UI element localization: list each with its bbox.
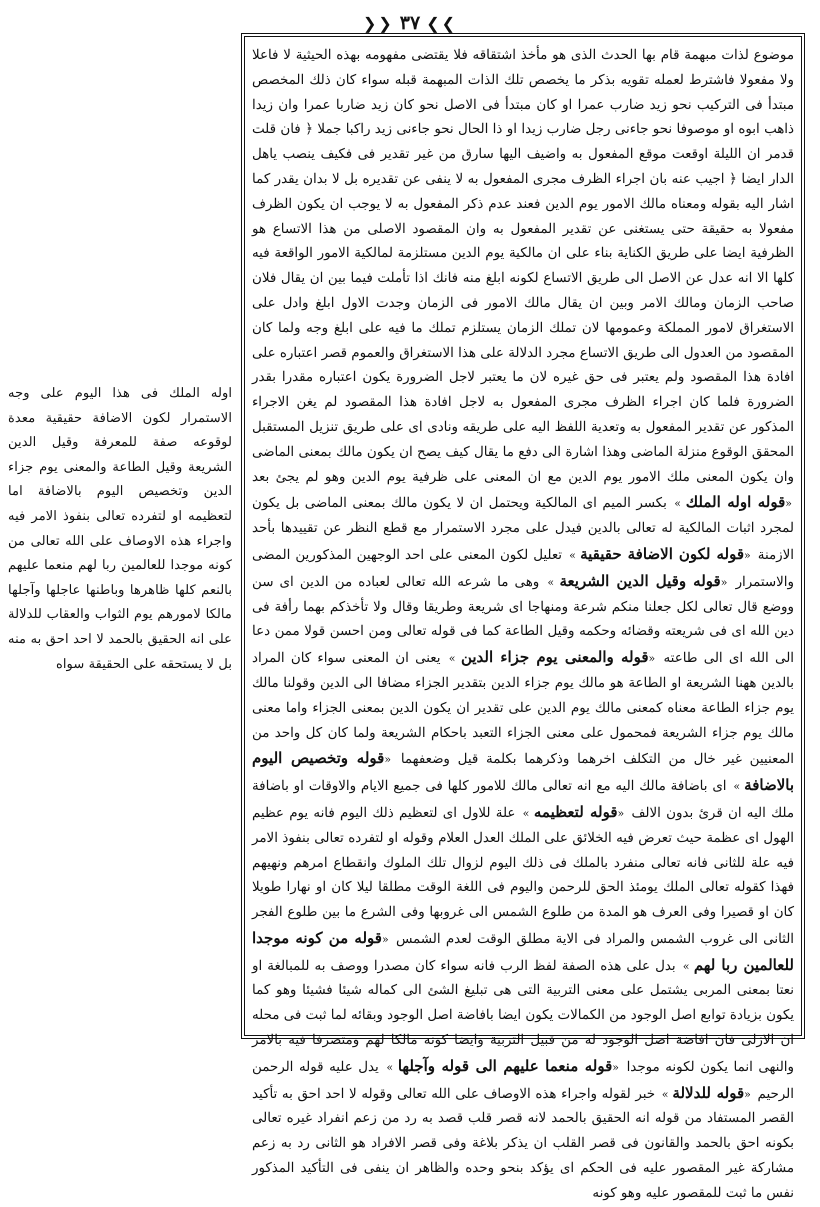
commentary-run: بدل على هذه الصفة لفظ الرب فانه سواء كان مصدرا ووصف به للمبالغة او نعتا بمعنى المربى يشتمل على معنى التربية التى هى تبليغ الشئ الى كماله شيئا فشيئا وهو كما يكون بزيادة توابع اصل الوجود من الكمالات يكون ايضا بافاضة اصل الوجود وبقائه لما ثبت فى محله ان الازلى فان افاضة اصل الوجود له من قبيل التربية وايضا كونه مالكا لهم ومتصرفا فيه بالامر والنهى انما يكون لكونه موجدا <box>252 958 794 1075</box>
page-header <box>0 8 820 38</box>
lemma-marker: « قوله منعما عليهم الى قوله وآجلها » <box>384 1057 621 1075</box>
commentary-run: يدل عليه قوله الرحمن الرحيم <box>252 1059 794 1102</box>
lemma-marker: « قوله وتخصيص اليوم بالاضافة » <box>252 749 794 794</box>
commentary-run: خبر لقوله واجراء هذه الاوصاف على الله تعالى وقوله لا احد احق به تأكيد القصر المستفاد من قوله انه الحقيق بالحمد لانه قصر قلب قصد به رد من زعم انفراد غيره تعالى بكونه احق بالحمد والقانون فى قصر القلب ان يذكر بلاغة وفى قصر الافراد هو الثانى رد به زعم مشاركة غير المقصور عليه فى الحكم اى يؤكد بنحو وحده والظاهر ان ينفى فى التأكيد المذكور نفس ما ثبت للمقصور عليه وهو كونه <box>252 1086 794 1201</box>
commentary-run: بكسر الميم اى المالكية ويحتمل ان لا يكون مالك بمعنى الماضى بل يكون لمجرد اثبات المالكية له تعالى بالدين فيدل على مجرد الاستمرار مع قطع النظر عن تقييدها بأحد الازمنة <box>252 496 794 563</box>
page-number: ٣٧ <box>399 12 421 34</box>
header-ornament-left: ❮❮ <box>362 13 394 33</box>
margin-base-text <box>8 382 232 672</box>
lemma-marker: « قوله من كونه موجدا للعالمين ربا لهم » <box>252 929 794 974</box>
commentary-run: تعليل لكون المعنى على احد الوجهين المذكورين المضى والاستمرار <box>252 547 794 590</box>
lemma-marker: « قوله للدلالة » <box>660 1084 753 1102</box>
main-commentary-text <box>252 44 794 1201</box>
commentary-run: وهى ما شرعه الله تعالى لعباده من الدين اى سن ووضع قال تعالى لكل جعلنا منكم شرعة ومنهاجا اى شريعة وطريقا وقال ولا تأخذكم بهما رأفة فى دين الله اى فى شريعته وقضائه وحكمه وقيل الطاعة كما فى قوله تعالى ومن احسن قولا ممن دعا الى الله اى الى طاعته <box>252 574 794 667</box>
header-ornament-right: ❯❯ <box>426 13 458 33</box>
commentary-run: موضوع لذات مبهمة قام بها الحدث الذى هو مأخذ اشتقاقه فلا يقتضى مفهومه بهذه الحيثية لا فاعلا ولا مفعولا فاشترط لعمله تقويه بذكر ما يخصص تلك الذات المبهمة قبله سواء كان ذلك المخصص مبتدأ فى التركيب نحو زيد ضارب عمرا او كان مبتدأ فى الاصل نحو كان زيد ضاربا عمرا وان زيدا ذاهب ابوه او موصوفا نحو جاءنى رجل ضارب زيدا او ذا الحال نحو جاءنى زيد راكبا جملا ﴿ فان قلت قدمر ان الليلة اوقعت موقع المفعول به واضيف اليها سارق من غير تقدير فى فكيف ينصب ياهل الدار ايضا ﴿ اجيب عنه بان اجراء الظرف مجرى المفعول به لا ينفى عن تقديره بل لا بدان يقدر كما اشار اليه بقوله ومعناه مالك الامور يوم الدين فعند عدم ذكر المفعول به لا يوجب ان يكون الظرف مفعولا به حقيقة حتى يستغنى عن تقدير المفعول به وان المقصود الاصلى من هذا الاتساع هو الظرفية ايضا على طريق الكناية بناء على ان مالكية يوم الدين مستلزمة لمالكية الامور الواقعة فيه كلها الا انه عدل عن الاصل الى طريق الاتساع لكونه ابلغ منه فانك اذا تأملت فيما بين ان يقال فلان صاحب الزمان ومالك الامر وبين ان يقال مالك الامور فى الزمان وجدت الاول ابلغ وادل على الاستغراق لامور المملكة وعمومها لان تملك الزمان يستلزم تملك ما فيه على ابلغ وجه ولما كان المقصود من العدول الى طريق الاتساع مجرد الدلالة على هذا الاستغراق والعموم قصر اعتباره على افادة هذا المقصود ولم يعتبر فى حق غيره لان ما يعتبر لاجل الضرورة يكون اعتباره مقدرا بقدر الضرورة فلما كان اجراء الظرف مجرى المفعول به لاجل افادة هذا المقصود لم يغن الاجراء المذكور عن تقدير المفعول به وتعدية اللفظ اليه على طريقه ونادى اى على طريق تنزيل المستقبل المحقق الوقوع منزلة الماضى وهذا اشارة الى دفع ما يقال كيف يصح ان يكون مالك بمعنى الماضى وان يكون المعنى ملك الامور يوم الدين مع ان المعنى على ظرفية يوم الدين وهو لم يجئ بعد <box>252 48 794 485</box>
commentary-run: علة للاول اى لتعظيم ذلك اليوم فانه يوم عظيم الهول اى عظمة حيث تعرض فيه الخلائق على الملك العدل العلام وقوله او لتفرده تعالى بنفوذ الامر فيه علة للثانى فانه تعالى منفرد بالملك فى ذلك اليوم لزوال تلك الملوك وانقطاع امرهم ونهيهم فهذا كقوله تعالى الملك يومئذ الحق للرحمن واليوم فى اللغة الوقت مطلقا ليلا كان او نهارا طويلا كان او قصيرا وفى العرف هو المدة من طلوع الشمس الى غروبها وفى الشرع ما بين طلوع الفجر الثانى الى غروب الشمس والمراد فى الاية مطلق الوقت لعدم الشمس <box>252 805 794 947</box>
lemma-marker: « قوله لكون الاضافة حقيقية » <box>567 545 753 563</box>
lemma-marker: « قوله والمعنى يوم جزاء الدين » <box>447 648 658 666</box>
lemma-marker: « قوله وقيل الدين الشريعة » <box>545 572 729 590</box>
main-paragraph <box>252 44 794 1207</box>
commentary-run: يعنى ان المعنى سواء كان المراد بالدين ههنا الشريعة او الطاعة هو مالك يوم جزاء الدين بتقدير الجزاء مضافا الى الدين وقولنا مالك يوم جزاء الطاعة معناه كمعنى مالك يوم الدين على تقدير ان يكون الدين بمعنى الجزاء واما معنى مالك يوم جزاء الشريعة فمحمول على معنى الجزاء التعبد باحكام الشريعة ولما كان كل واحد من المعنيين غير خال من التكلف اخرهما وذكرهما بكلمة قيل وضعفهما <box>252 651 794 768</box>
commentary-run: اى باضافة مالك اليه مع انه تعالى مالك للامور كلها فى جميع الايام والاوقات او باضافة ملك اليه ان قرئ بدون الالف <box>252 779 794 821</box>
lemma-marker: « قوله اوله الملك » <box>672 493 794 511</box>
margin-paragraph: اوله الملك فى هذا اليوم على وجه الاستمرار لكون الاضافة حقيقية معدة لوقوعه صفة للمعرفة وقيل الدين الشريعة وقيل الطاعة والمعنى يوم جزاء الدين وتخصيص اليوم بالاضافة اما لتعظيمه او لتفرده تعالى بنفوذ الامر فيه واجراء هذه الاوصاف على الله تعالى من كونه موجدا للعالمين ربا لهم منعما عليهم بالنعم كلها ظاهرها وباطنها عاجلها وآجلها مالكا لامورهم يوم الثواب والعقاب للدلالة على انه الحقيق بالحمد لا احد احق به منه بل لا يستحقه على الحقيقة سواه <box>8 386 232 672</box>
lemma-marker: « قوله لتعظيمه » <box>521 803 627 821</box>
